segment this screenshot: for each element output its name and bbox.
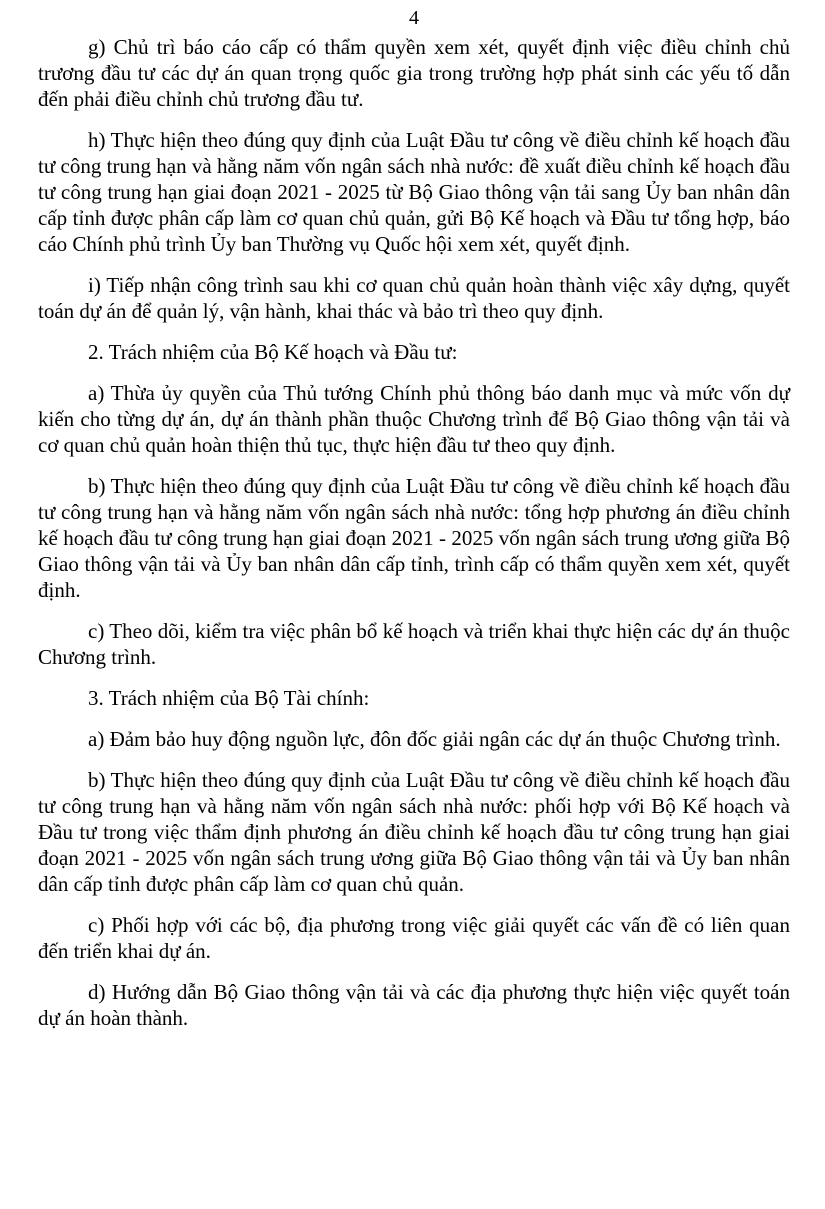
section-heading-2: 2. Trách nhiệm của Bộ Kế hoạch và Đầu tư:	[88, 340, 458, 364]
paragraph-3c-coordinate-ministries: c) Phối hợp với các bộ, địa phương trong việc giải quyết các vấn đề có liên quan đến triển khai dự án.	[38, 913, 790, 963]
paragraph-3a-mobilize-resources: a) Đảm bảo huy động nguồn lực, đôn đốc giải ngân các dự án thuộc Chương trình.	[88, 727, 781, 751]
paragraph-2a-notify-capital: a) Thừa ủy quyền của Thủ tướng Chính phủ thông báo danh mục và mức vốn dự kiến cho từng dự án, dự án thành phần thuộc Chương trình để Bộ Giao thông vận tải và cơ quan chủ quản hoàn thiện thủ tục, thực hiện đầu tư theo quy định.	[38, 381, 790, 457]
paragraph-2b-synthesize-plan: b) Thực hiện theo đúng quy định của Luật Đầu tư công về điều chỉnh kế hoạch đầu tư công trung hạn và hằng năm vốn ngân sách nhà nước: tổng hợp phương án điều chỉnh kế hoạch đầu tư công trung hạn giai đoạn 2021 - 2025 vốn ngân sách trung ương giữa Bộ Giao thông vận tải và Ủy ban nhân dân cấp tỉnh, trình cấp có thẩm quyền xem xét, quyết định.	[38, 474, 790, 602]
paragraph-1g-report-adjustment: g) Chủ trì báo cáo cấp có thẩm quyền xem xét, quyết định việc điều chỉnh chủ trương đầu tư các dự án quan trọng quốc gia trong trường hợp phát sinh các yếu tố dẫn đến phải điều chỉnh chủ trương đầu tư.	[38, 35, 790, 111]
paragraph-1h-adjust-investment-plan: h) Thực hiện theo đúng quy định của Luật Đầu tư công về điều chỉnh kế hoạch đầu tư công trung hạn và hằng năm vốn ngân sách nhà nước: đề xuất điều chỉnh kế hoạch đầu tư công trung hạn giai đoạn 2021 - 2025 từ Bộ Giao thông vận tải sang Ủy ban nhân dân cấp tỉnh được phân cấp làm cơ quan chủ quản, gửi Bộ Kế hoạch và Đầu tư tổng hợp, báo cáo Chính phủ trình Ủy ban Thường vụ Quốc hội xem xét, quyết định.	[38, 128, 790, 256]
section-heading-3: 3. Trách nhiệm của Bộ Tài chính:	[88, 686, 370, 710]
document-page	[38, 0, 790, 1046]
paragraph-3d-guide-settlement: d) Hướng dẫn Bộ Giao thông vận tải và các địa phương thực hiện việc quyết toán dự án hoàn thành.	[38, 980, 790, 1030]
paragraph-1i-receive-works: i) Tiếp nhận công trình sau khi cơ quan chủ quản hoàn thành việc xây dựng, quyết toán dự án để quản lý, vận hành, khai thác và bảo trì theo quy định.	[38, 273, 790, 323]
page-number: 4	[409, 7, 419, 29]
paragraph-3b-coordinate-appraisal: b) Thực hiện theo đúng quy định của Luật Đầu tư công về điều chỉnh kế hoạch đầu tư công trung hạn và hằng năm vốn ngân sách nhà nước: phối hợp với Bộ Kế hoạch và Đầu tư trong việc thẩm định phương án điều chỉnh kế hoạch đầu tư công trung hạn giai đoạn 2021 - 2025 vốn ngân sách trung ương giữa Bộ Giao thông vận tải và Ủy ban nhân dân cấp tỉnh được phân cấp làm cơ quan chủ quản.	[38, 768, 790, 896]
paragraph-2c-monitor-allocation: c) Theo dõi, kiểm tra việc phân bổ kế hoạch và triển khai thực hiện các dự án thuộc Chương trình.	[38, 619, 790, 669]
